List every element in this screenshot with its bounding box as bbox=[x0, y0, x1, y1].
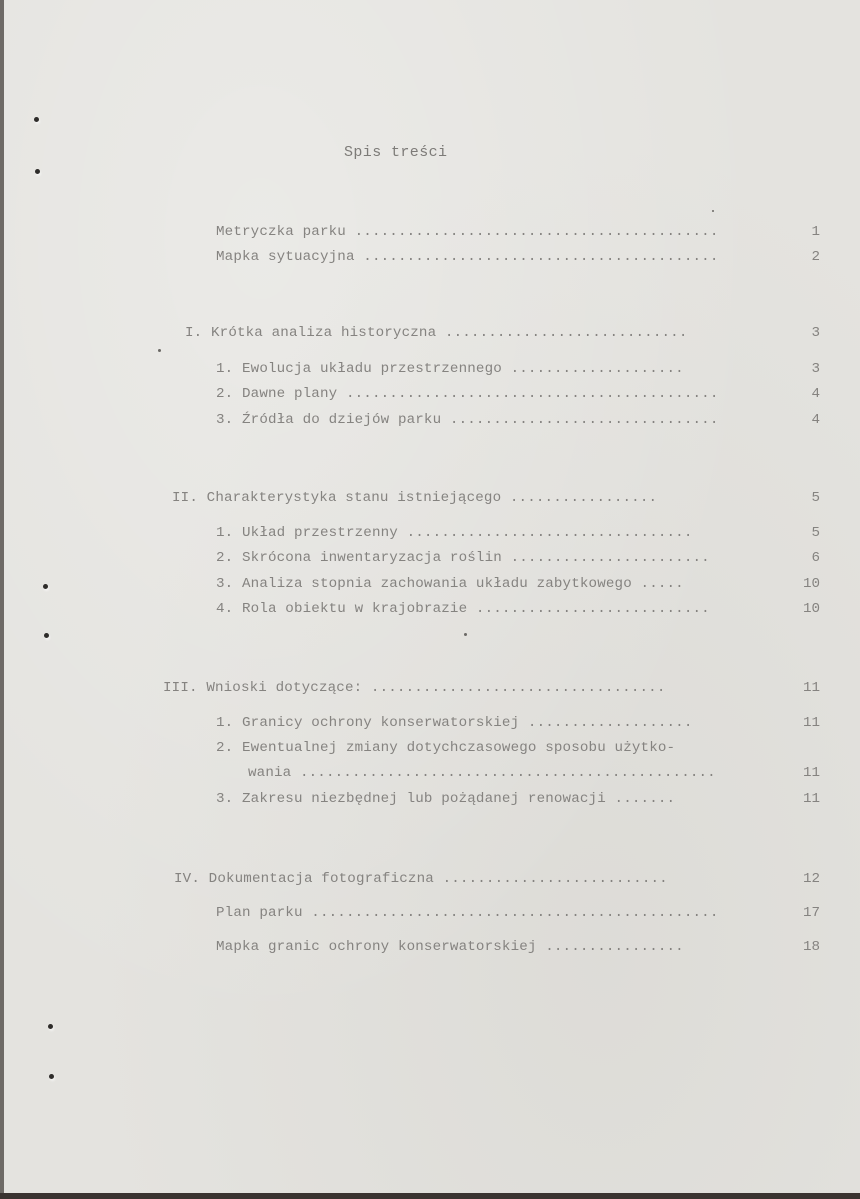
toc-page-number: 1 bbox=[811, 224, 820, 240]
binding-hole-icon bbox=[48, 1024, 53, 1029]
toc-page-number: 5 bbox=[811, 490, 820, 506]
toc-page-number: 10 bbox=[802, 576, 820, 592]
paper-speck bbox=[464, 633, 467, 636]
toc-section-label: I. Krótka analiza historyczna ............................ bbox=[185, 325, 688, 341]
binding-hole-icon bbox=[49, 1074, 54, 1079]
binding-hole-icon bbox=[44, 633, 49, 638]
document-page bbox=[4, 0, 860, 1193]
toc-page-number: 11 bbox=[802, 765, 820, 781]
toc-entry-label: 2. Skrócona inwentaryzacja roślin ....................... bbox=[216, 550, 710, 566]
binding-hole-icon bbox=[34, 117, 39, 122]
toc-page-number: 11 bbox=[802, 791, 820, 807]
toc-page-number: 2 bbox=[811, 249, 820, 265]
toc-entry-label: 2. Dawne plany ........................................... bbox=[216, 386, 719, 402]
toc-entry-label: 3. Analiza stopnia zachowania układu zabytkowego ..... bbox=[216, 576, 684, 592]
toc-entry-label: 1. Granicy ochrony konserwatorskiej ................... bbox=[216, 715, 693, 731]
toc-entry-label: Mapka granic ochrony konserwatorskiej ................ bbox=[216, 939, 684, 955]
toc-page-number: 4 bbox=[811, 386, 820, 402]
toc-entry-label: Plan parku ............................................... bbox=[216, 905, 719, 921]
toc-page-number: 12 bbox=[802, 871, 820, 887]
toc-page-number: 11 bbox=[802, 680, 820, 696]
toc-section-label: II. Charakterystyka stanu istniejącego ................. bbox=[172, 490, 658, 506]
toc-page-number: 3 bbox=[811, 325, 820, 341]
toc-entry-label: 2. Ewentualnej zmiany dotychczasowego sposobu użytko- bbox=[216, 740, 676, 756]
toc-entry-label: 3. Zakresu niezbędnej lub pożądanej renowacji ....... bbox=[216, 791, 676, 807]
toc-entry-label: 3. Źródła do dziejów parku ............................... bbox=[216, 412, 719, 428]
toc-page-number: 18 bbox=[802, 939, 820, 955]
binding-hole-icon bbox=[35, 169, 40, 174]
paper-speck bbox=[158, 349, 161, 352]
toc-entry-label: 4. Rola obiektu w krajobrazie ........................... bbox=[216, 601, 710, 617]
toc-section-label: IV. Dokumentacja fotograficzna .......................... bbox=[174, 871, 668, 887]
toc-page-number: 11 bbox=[802, 715, 820, 731]
toc-section-label: III. Wnioski dotyczące: .................................. bbox=[163, 680, 666, 696]
scan-bottom-edge bbox=[0, 1193, 860, 1199]
toc-page-number: 4 bbox=[811, 412, 820, 428]
toc-page-number: 17 bbox=[802, 905, 820, 921]
toc-entry-label: Metryczka parku .......................................... bbox=[216, 224, 719, 240]
toc-entry-label: 1. Układ przestrzenny ................................. bbox=[216, 525, 693, 541]
binding-hole-icon bbox=[43, 584, 48, 589]
toc-entry-label: 1. Ewolucja układu przestrzennego .................... bbox=[216, 361, 684, 377]
toc-entry-label: Mapka sytuacyjna ......................................... bbox=[216, 249, 719, 265]
toc-entry-label-continued: wania ................................................ bbox=[248, 765, 716, 781]
toc-page-number: 5 bbox=[811, 525, 820, 541]
page-title: Spis treści bbox=[344, 144, 448, 161]
toc-page-number: 6 bbox=[811, 550, 820, 566]
toc-page-number: 3 bbox=[811, 361, 820, 377]
toc-page-number: 10 bbox=[802, 601, 820, 617]
paper-speck bbox=[712, 210, 714, 212]
